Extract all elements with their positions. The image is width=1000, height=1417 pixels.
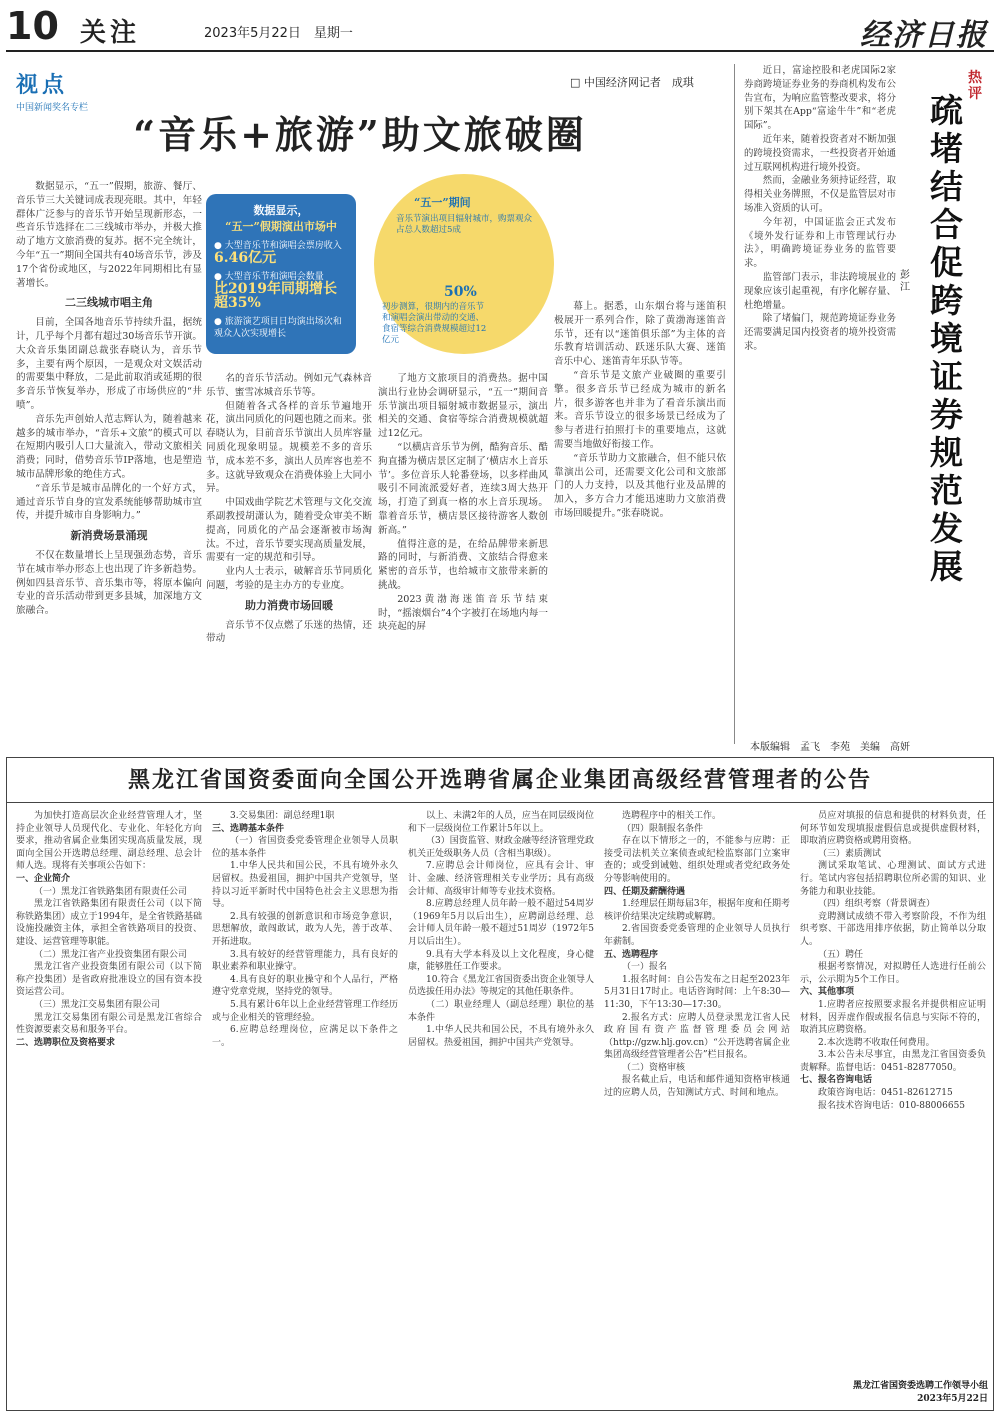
column-divider: [734, 64, 735, 744]
announcement-paragraph: （五）聘任: [818, 949, 864, 960]
announcement-org: 黑龙江省国资委选聘工作领导小组: [852, 1381, 988, 1391]
announcement-paragraph: 4.具有良好的职业操守和个人品行，严格遵守党章党规，坚持党的领导。: [212, 974, 398, 998]
announcement-column-3: [408, 810, 594, 1406]
announcement-paragraph: （二）资格审核: [622, 1062, 686, 1073]
announcement-paragraph: （三）素质测试: [818, 848, 882, 859]
announcement-paragraph: 8.应聘总经理人员年龄一般不超过54周岁（1969年5月以后出生），应聘副总经理、总会计师人员年龄一般不超过51周岁（1972年5月以后出生）。: [408, 899, 594, 947]
infographic-item: ● 大型音乐节和演唱会数量 比2019年同期增长超35%: [214, 272, 337, 311]
announcement-paragraph: 根据考察情况，对拟聘任人选进行任前公示，公示期为5个工作日。: [800, 962, 986, 985]
announcement-title: 黑龙江省国资委面向全国公开选聘省属企业集团高级经营管理者的公告: [6, 757, 994, 803]
announcement-heading: 四、任期及薪酬待遇: [604, 886, 686, 897]
article-column-1: 数据显示，“五一”假期，旅游、餐厅、音乐节三大关键词成表现亮眼。其中，年轻群体广泛参与的音乐节开始呈现新形态，一些音乐节选择在二三线城市举办，并极大推动了地方文旅消费的复苏。据不完全统计，今年“五一”期间全国共有40场音乐节，涉及17个省份或地区，与2022年同期相比有显著增长。 二三线城市唱主角 目前，全国各地音乐节持续升温，据统计，几乎每个月都有超过30场音乐节开演。大众音乐集团副总裁张春晓认为，音乐节多，主要有两个原因，一是观众对文娱活动的需要集中释放，二是此前取消或延期的很多音乐节恢复举办，形成了市场供应的“井喷”。 音乐先声创始人范志辉认为，随着越来越多的城市举办，“音乐+文旅”的模式可以在短期内吸引人口大量流入，带动文旅相关消费；同时，借势音乐节IP落地，也是塑造城市品牌形象的绝佳方式。 “音乐节是城市品牌化的一个好方式，通过音乐节自身的宣发系统能够帮助城市宣传，并提升城市自身影响力。” 新消费场景涌现 不仅在数量增长上呈现强劲态势，音乐节在城市举办形态上也出现了许多新趋势。例如四县音乐节、音乐集市等，将原本偏向专业的音乐活动带到更多县城，加深地方文旅融合。: [16, 181, 202, 617]
announcement-paragraph: 6.应聘总经理岗位，应满足以下条件之一。: [212, 1025, 398, 1048]
announcement-paragraph: （二）职业经理人（副总经理）职位的基本条件: [408, 999, 594, 1023]
article-column-4: 幕上。据悉，山东烟台将与迷笛积极展开一系列合作，除了黄渤海迷笛音乐节，还有以“迷笛俱乐部”为主体的音乐教育培训活动、跃迷乐队大赛、迷笛音乐中心、迷笛青年乐队节等。 “音乐节是文旅产业破圈的重要引擎。很多音乐节已经成为城市的新名片，很多游客也并非为了看音乐演出而来。音乐节设立的很多场景已经成为了参与者进行拍照打卡的重要地点，这就需要当地做好衔接工作。 “音乐节助力文旅融合，但不能只依靠演出公司，还需要文化公司和文旅部门的人力支持，以及其他行业及品牌的加入，多方合力才能迅速助力文旅消费市场回暖提升。”张春晓说。: [554, 301, 726, 519]
announcement-paragraph: 3.本公告未尽事宜，由黑龙江省国资委负责解释。监督电话：0451-82877050。: [800, 1050, 986, 1073]
article-subhead: 新消费场景涌现: [70, 529, 148, 543]
announcement-paragraph: 1.中华人民共和国公民，不具有境外永久居留权。热爱祖国，拥护中国共产党领导。: [408, 1025, 594, 1048]
announcement-heading: 二、选聘职位及资格要求: [16, 1037, 116, 1048]
announcement-paragraph: 1.报名时间：自公告发布之日起至2023年5月31日17时止。电话咨询时间：上午8:30—11:30，下午13:30—17:30。: [604, 974, 790, 1010]
announcement-paragraph: 2.具有较强的创新意识和市场竞争意识，思想解放，敢闯敢试，敢为人先，善于改革、开拓进取。: [212, 911, 398, 947]
announcement-paragraph: （四）限制报名条件: [622, 823, 704, 834]
infographic-percent: 50%: [444, 284, 477, 300]
infographic-circle-desc: 音乐节演出项目辐射城市，购票观众占总人数超过5成: [396, 214, 533, 235]
announcement-column-1: [16, 810, 202, 1406]
announcement-paragraph: （四）组织考察（背景调查）: [818, 899, 936, 910]
feature-author: 彭江: [900, 270, 910, 293]
announcement-column-2: [212, 810, 398, 1406]
announcement-date: 2023年5月22日: [917, 1394, 988, 1404]
announcement-paragraph: 政策咨询电话：0451-82612715: [818, 1088, 953, 1099]
announcement-paragraph: 选聘程序中的相关工作。: [622, 811, 722, 821]
infographic-circle-desc2: 初步测算，很期内的音乐节和演唱会演出带动的交通、食宿等综合消费规模超过12亿元: [382, 302, 487, 345]
announcement-paragraph: （一）报名: [622, 962, 668, 973]
announcement-paragraph: 3.具有较好的经营管理能力，具有良好的职业素养和职业操守。: [212, 949, 398, 973]
infographic-circle: [374, 174, 554, 354]
announcement-paragraph: 为加快打造高层次企业经营管理人才，坚持企业领导人员现代化、专业化、年轻化方向要求，推动省属企业集团实现高质量发展，现面向全国公开选聘总经理、副总经理、总会计师人选。现将有关事项公告如下：: [16, 811, 202, 872]
article-column-2: 名的音乐节活动。例如元气森林音乐节、蜜雪冰城音乐节等。 但随着各式各样的音乐节遍地开花，演出同质化的问题也随之而来。张春晓认为，目前音乐节演出人员库容量同质化现象明显。规模差不多的音乐节，成本差不多，演出人员库容也差不多。这就导致观众在消费体验上大同小异。 中国戏曲学院艺术管理与文化交流系副教授胡潇认为，随着受众审美不断提高，同质化的产品会逐渐被市场淘汰。不过，音乐节要实现高质量发展，需要有一定的规范和引导。 业内人士表示，破解音乐节同质化问题，考验的是主办方的专业度。 助力消费市场回暖 音乐节不仅点燃了乐迷的热情，还带动: [206, 373, 372, 645]
announcement-paragraph: 3.交易集团：副总经理1职: [230, 811, 335, 821]
infographic-item: ● 大型音乐节和演唱会票房收入 6.46亿元: [214, 241, 342, 266]
announcement-paragraph: 2.省国资委党委管理的企业领导人员执行年薪制。: [604, 924, 790, 947]
announcement-paragraph: 测试采取笔试、心理测试、面试方式进行。笔试内容包括招聘职位所必需的知识、业务能力和职业技能。: [800, 861, 986, 897]
announcement-paragraph: 2.本次选聘不收取任何费用。: [818, 1037, 935, 1048]
infographic-circle-title: “五一”期间: [414, 196, 471, 209]
newspaper-logo: 经济日报: [860, 18, 988, 53]
announcement-paragraph: 存在以下情形之一的，不能参与应聘：正接受司法机关立案侦查或纪检监察部门立案审查的；或受到诫勉、组织处理或者党纪政务处分等影响使用的。: [604, 836, 790, 884]
page-editor-credits: 本版编辑 孟飞 李苑 美编 高妍: [750, 742, 910, 753]
feature-tag: 热评: [968, 70, 982, 102]
announcement-paragraph: 2.报名方式：应聘人员登录黑龙江省人民政府国有资产监督管理委员会网站（http://gzw.hlj.gov.cn）“公开选聘省属企业集团高级经营管理者公告”栏目报名。: [604, 1012, 790, 1061]
announcement-heading: 一、企业简介: [16, 873, 71, 884]
infographic-item: ● 旅游演艺项目日均演出场次和观众人次实现增长: [214, 317, 342, 339]
infographic-box-subtitle: “五一”假期演出市场中: [225, 220, 337, 233]
announcement-heading: 七、报名咨询电话: [800, 1075, 873, 1086]
article-headline: “音乐+旅游”助文旅破圈: [133, 112, 587, 157]
announcement-paragraph: 以上、未满2年的人员，应当在同层级岗位和下一层级岗位工作累计5年以上。: [408, 811, 594, 834]
announcement-paragraph: 员应对填报的信息和提供的材料负责，任何环节如发现填报虚假信息或提供虚假材料，即取消应聘资格或聘用资格。: [800, 811, 986, 847]
infographic-box-title: 数据显示，: [253, 204, 309, 217]
announcement-paragraph: 1.中华人民共和国公民，不具有境外永久居留权。热爱祖国，拥护中国共产党领导，坚持以习近平新时代中国特色社会主义思想为指导。: [212, 861, 398, 910]
announcement-paragraph: 10.符合《黑龙江省国资委出资企业领导人员选拔任用办法》等规定的其他任职条件。: [408, 974, 594, 998]
announcement-paragraph: （三）黑龙江交易集团有限公司: [34, 999, 161, 1010]
announcement-paragraph: 报名技术咨询电话：010-88006655: [818, 1100, 966, 1111]
announcement-paragraph: 7.应聘总会计师岗位，应具有会计、审计、金融、经济管理相关专业学历；具有高级会计师、高级审计师等专业技术资格。: [408, 861, 594, 897]
announcement-heading: 五、选聘程序: [604, 949, 659, 960]
announcement-paragraph: 报名截止后，电话和邮件通知资格审核通过的应聘人员，告知测试方式、时间和地点。: [604, 1075, 790, 1099]
announcement-heading: 三、选聘基本条件: [212, 823, 285, 834]
column-tag-label: 视点: [16, 72, 69, 98]
infographic-stats-box: [206, 194, 356, 354]
infographic: [206, 164, 556, 364]
announcement-paragraph: 1.应聘者应按照要求报名并提供相应证明材料，因弄虚作假或报名信息与实际不符的，取消其应聘资格。: [800, 999, 986, 1036]
announcement-paragraph: 竞聘测试成绩不带入考察阶段，不作为组织考察、干部选用排序依据，防止简单以分取人。: [800, 911, 986, 947]
announcement-heading: 六、其他事项: [800, 987, 855, 998]
section-name: 关注: [80, 18, 141, 48]
article-subhead: 二三线城市唱主角: [65, 296, 153, 310]
announcement-column-5: [800, 810, 986, 1370]
article-column-3: 了地方文旅项目的消费热。据中国演出行业协会调研显示，“五一”期间音乐节演出项目辐射城市数据显示，演出相关的交通、食宿等综合消费规模就超过12亿元。 “以横店音乐节为例，酷狗音乐、酷狗直播为横店景区定制了‘横店水上音乐节’。多位音乐人轮番登场，以多样曲风吸引不同流派爱好者，连续3周大热开场，打造了到真一格的水上音乐现场。靠着音乐节，横店景区接待游客人数创新高。” 值得注意的是，在给品牌带来新思路的同时，与新消费、文旅结合得愈来紧密的音乐节，也给城市文旅带来新的挑战。 2023黄渤海迷笛音乐节结束时，“摇滚烟台”4个字被打在场地内每一块亮起的屏: [378, 373, 548, 633]
announcement-paragraph: 9.具有大学本科及以上文化程度，身心健康，能够胜任工作要求。: [408, 949, 594, 973]
page-number: 10: [6, 4, 59, 48]
article-subhead: 助力消费市场回暖: [245, 598, 333, 612]
announcement-paragraph: （3）国资监管、财政金融等经济管理党政机关正处级职务人员（含相当职级）。: [408, 836, 594, 859]
feature-title: 疏堵结合促跨境证券规范发展: [930, 91, 963, 586]
announcement-paragraph: （二）黑龙江省产业投资集团有限公司: [34, 949, 188, 960]
announcement-paragraph: （一）省国资委党委管理企业领导人员职位的基本条件: [212, 836, 398, 859]
announcement-paragraph: 1.经理层任期每届3年，根据年度和任期考核评价结果决定续聘或解聘。: [604, 899, 790, 922]
article-byline: □ 中国经济网记者 成琪: [570, 76, 694, 89]
announcement-paragraph: 黑龙江省铁路集团有限责任公司（以下简称铁路集团）成立于1994年，是全省铁路基础设施投融资主体，承担全省铁路项目的投资、建设、运营管理等职能。: [16, 899, 202, 947]
announcement-paragraph: 黑龙江交易集团有限公司是黑龙江省综合性资源要素交易和服务平台。: [16, 1012, 202, 1036]
issue-date: 2023年5月22日 星期一: [204, 26, 353, 41]
masthead: [6, 4, 994, 52]
announcement-paragraph: 5.具有累计6年以上企业经营管理工作经历或与企业相关的管理经验。: [212, 999, 398, 1023]
announcement-paragraph: 黑龙江省产业投资集团有限公司（以下简称产投集团）是省政府批准设立的国有资本投资运营公司。: [16, 962, 202, 998]
announcement-signature: [812, 1378, 988, 1404]
announcement-paragraph: （一）黑龙江省铁路集团有限责任公司: [34, 886, 188, 897]
feature-column: 近日，富途控股和老虎国际2家券商跨境证券业务的券商机构发布公告宣布，为响应监管整改要求，将分别下架其在App“富途牛牛”和“老虎国际”。 近年来，随着投资者对不断加强的跨境投资需求，一些投资者开始通过互联网机构进行境外投资。 然而，金融业务须持证经营，取得相关业务牌照，不仅是监管层对市场准入资质的认可。 今年初，中国证监会正式发布《境外发行证券和上市管理试行办法》，明确跨境证券业务的监管要求。 监管部门表示，非法跨境展业的现象应该引起重视，有序化解存量、杜绝增量。 除了堵偏门，规范跨境证券业务还需要满足国内投资者的境外投资需求。: [744, 65, 896, 352]
column-tag-sub: 中国新闻奖名专栏: [16, 103, 89, 113]
announcement-column-4: [604, 810, 790, 1406]
